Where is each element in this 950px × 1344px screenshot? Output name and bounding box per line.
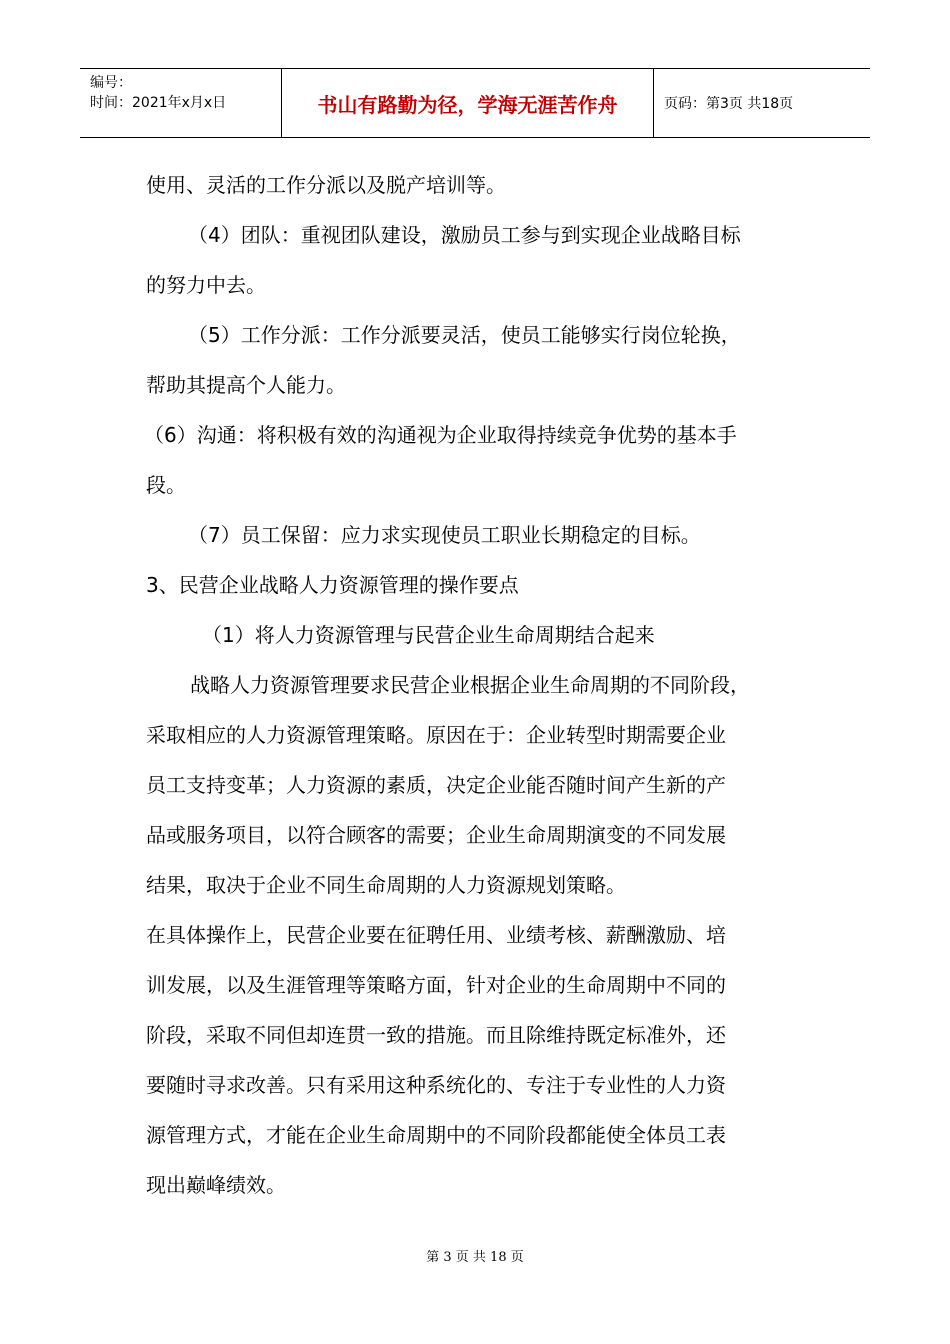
header-table xyxy=(80,68,870,138)
text-line: 现出巅峰绩效。 xyxy=(146,1173,286,1197)
text-line: 的努力中去。 xyxy=(146,273,266,297)
text-line: 要随时寻求改善。只有采用这种系统化的、专注于专业性的人力资 xyxy=(146,1073,726,1097)
text-line: （6）沟通：将积极有效的沟通视为企业取得持续竞争优势的基本手 xyxy=(144,423,737,447)
date-label: 时间：2021年x月x日 xyxy=(90,95,227,111)
text-line: 段。 xyxy=(146,473,186,497)
number-label: 编号： xyxy=(90,75,132,91)
header-page-label: 页码：第3页 共18页 xyxy=(664,96,794,112)
text-line: 员工支持变革；人力资源的素质，决定企业能否随时间产生新的产 xyxy=(146,773,726,797)
header-left-cell xyxy=(80,69,282,137)
text-line: 在具体操作上，民营企业要在征聘任用、业绩考核、薪酬激励、培 xyxy=(146,923,726,947)
text-line: 使用、灵活的工作分派以及脱产培训等。 xyxy=(146,173,506,197)
text-line: 品或服务项目，以符合顾客的需要；企业生命周期演变的不同发展 xyxy=(146,823,726,847)
text-line: （4）团队：重视团队建设，激励员工参与到实现企业战略目标 xyxy=(188,223,741,247)
text-line: 阶段，采取不同但却连贯一致的措施。而且除维持既定标准外，还 xyxy=(146,1023,726,1047)
text-line: （5）工作分派：工作分派要灵活，使员工能够实行岗位轮换， xyxy=(188,323,741,347)
text-line: 帮助其提高个人能力。 xyxy=(146,373,346,397)
text-line: 战略人力资源管理要求民营企业根据企业生命周期的不同阶段， xyxy=(190,673,750,697)
page-footer: 第 3 页 共 18 页 xyxy=(426,1250,524,1265)
header-motto: 书山有路勤为径，学海无涯苦作舟 xyxy=(282,69,654,137)
section-heading: 3、民营企业战略人力资源管理的操作要点 xyxy=(146,573,519,597)
text-line: 结果，取决于企业不同生命周期的人力资源规划策略。 xyxy=(146,873,626,897)
text-line: （7）员工保留：应力求实现使员工职业长期稳定的目标。 xyxy=(188,523,701,547)
document-body xyxy=(146,160,816,1210)
text-line: 采取相应的人力资源管理策略。原因在于：企业转型时期需要企业 xyxy=(146,723,726,747)
text-line: 源管理方式，才能在企业生命周期中的不同阶段都能使全体员工表 xyxy=(146,1123,726,1147)
text-line: 训发展，以及生涯管理等策略方面，针对企业的生命周期中不同的 xyxy=(146,973,726,997)
subsection-heading: （1）将人力资源管理与民营企业生命周期结合起来 xyxy=(202,623,655,647)
